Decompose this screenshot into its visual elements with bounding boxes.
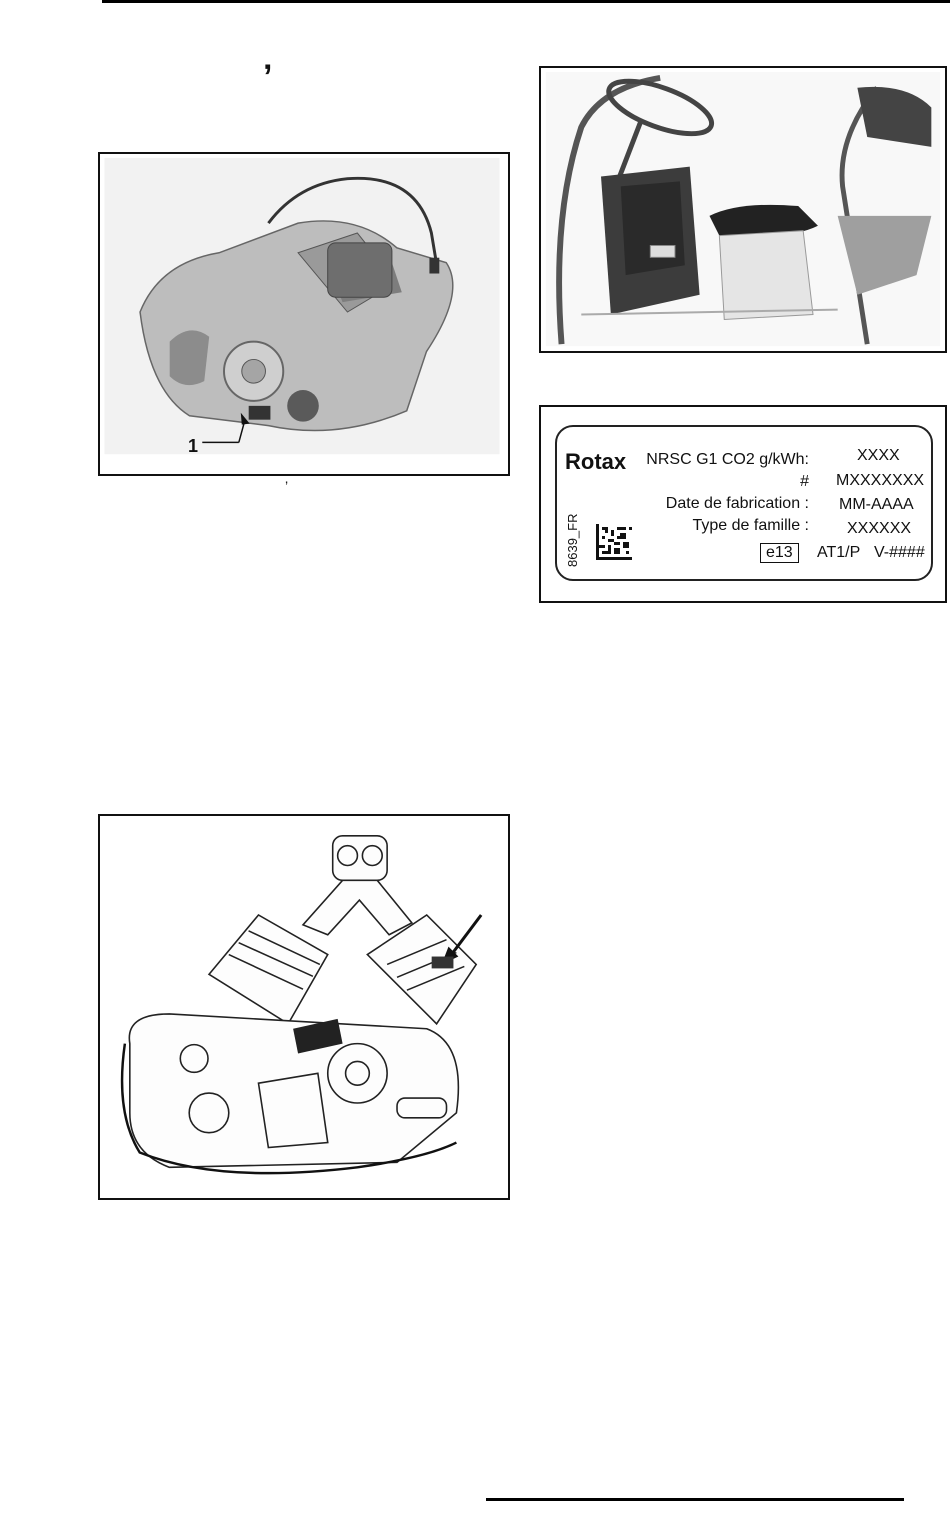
barcode-icon (595, 524, 633, 560)
label-row-2-name: # (800, 473, 809, 490)
label-row-1-name: NRSC G1 CO2 g/kWh: (646, 451, 809, 468)
bottom-rule (486, 1498, 904, 1501)
engine-illustration (100, 154, 508, 474)
engine-line-drawing (100, 816, 508, 1198)
label-row-2-value: MXXXXXXX (836, 472, 925, 489)
vehicle-interior-figure (539, 66, 947, 353)
engine-label-figure (539, 405, 947, 603)
label-plate (555, 425, 933, 581)
label-row-3-name: Date de fabrication : (665, 495, 809, 512)
label-row-3-value: MM-AAAA (839, 496, 914, 513)
class-code: AT1/P (817, 544, 861, 561)
label-row-4-name: Type de famille : (692, 517, 809, 534)
heading-glyph: ’ (263, 58, 273, 96)
top-rule (102, 0, 950, 3)
caption-glyph: ’ (285, 478, 289, 494)
version-code: V-#### (874, 544, 925, 561)
label-row-1-value: XXXX (857, 447, 900, 464)
label-row-4-value: XXXXXX (847, 520, 912, 537)
side-code: 8639_FR (565, 513, 580, 567)
brand-name: Rotax (565, 449, 627, 474)
engine-drawing-figure (98, 814, 510, 1200)
e-mark-badge: e13 (760, 543, 799, 563)
callout-number: 1 (188, 436, 199, 456)
engine-photo-figure (98, 152, 510, 476)
vehicle-illustration (541, 68, 945, 351)
